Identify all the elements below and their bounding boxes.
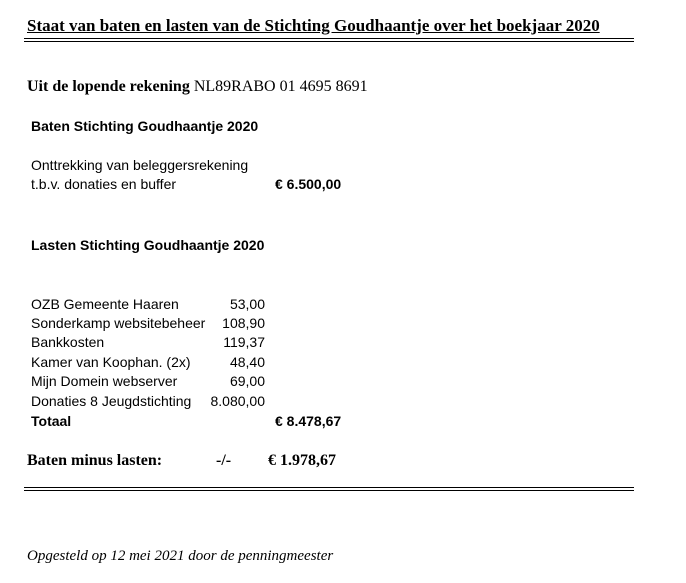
footer-note: Opgesteld op 12 mei 2021 door de penningmeester — [27, 548, 334, 564]
income-line-1: Onttrekking van beleggersrekening — [31, 157, 249, 173]
result-rule-top — [24, 487, 634, 488]
expense-amount: 48,40 — [229, 354, 265, 370]
account-label: Uit de lopende rekening — [27, 78, 190, 95]
income-line-2: t.b.v. donaties en buffer — [31, 176, 177, 192]
expenses-heading: Lasten Stichting Goudhaantje 2020 — [31, 237, 265, 253]
expense-amount: 53,00 — [229, 296, 265, 312]
expense-label: Mijn Domein webserver — [31, 373, 178, 389]
net-result-sign: -/- — [216, 452, 232, 469]
net-result-amount: € 1.978,67 — [268, 452, 336, 469]
total-amount: € 8.478,67 — [275, 413, 342, 429]
expense-amount: 119,37 — [223, 334, 265, 350]
total-label: Totaal — [31, 413, 72, 429]
account-number: NL89RABO 01 4695 8691 — [193, 78, 368, 95]
expense-label: Kamer van Koophan. (2x) — [31, 354, 191, 370]
expense-label: Sonderkamp websitebeheer — [31, 315, 206, 331]
expense-amount: 8.080,00 — [210, 393, 265, 409]
result-rule-bottom — [24, 490, 634, 491]
income-amount: € 6.500,00 — [275, 176, 342, 192]
account-heading — [27, 78, 368, 96]
net-result-label: Baten minus lasten: — [27, 452, 163, 469]
expense-label: Donaties 8 Jeugdstichting — [31, 393, 192, 409]
expense-label: Bankkosten — [31, 334, 105, 350]
title-rule-bottom — [24, 41, 634, 42]
expense-label: OZB Gemeente Haaren — [31, 296, 179, 312]
title-rule-top — [24, 38, 634, 39]
document-title: Staat van baten en lasten van de Stichting Goudhaantje over het boekjaar 2020 — [27, 16, 600, 35]
income-heading: Baten Stichting Goudhaantje 2020 — [31, 118, 259, 134]
expense-amount: 108,90 — [222, 315, 265, 331]
expense-amount: 69,00 — [229, 373, 265, 389]
